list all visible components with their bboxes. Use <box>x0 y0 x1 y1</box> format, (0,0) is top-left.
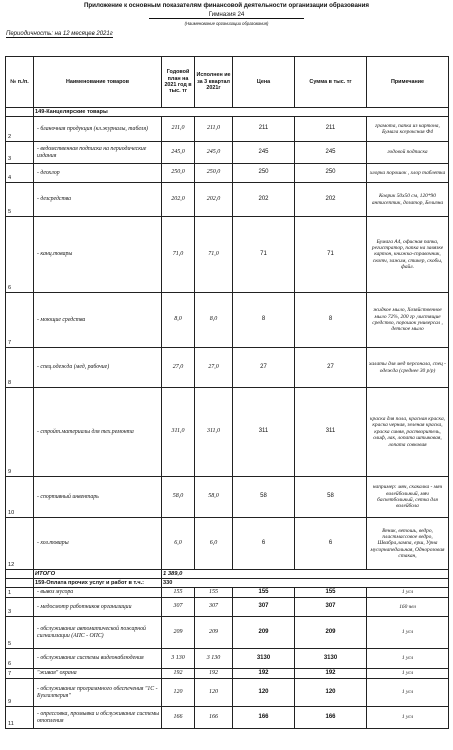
row-number: 9 <box>6 679 34 707</box>
note: 1 усл <box>367 707 449 729</box>
annual-plan: 311,0 <box>162 388 195 477</box>
sum: 8 <box>295 293 367 348</box>
q3-execution: 27,0 <box>195 348 233 388</box>
total-value: 1 389,0 <box>162 570 449 579</box>
table-row <box>6 669 449 679</box>
note: 1 усл <box>367 669 449 679</box>
organization-name: Гимназия 24 <box>0 11 453 18</box>
annual-plan: 27,0 <box>162 348 195 388</box>
note: годовой подписка <box>367 142 449 164</box>
note: Бумага А4, офисная папка, регистратор, папка на завязке картон, книжка-справочник, скотч, зажим, стикер, скобы, файл. <box>367 217 449 293</box>
annual-plan: 245,0 <box>162 142 195 164</box>
expenses-table <box>5 56 449 729</box>
table-row <box>6 518 449 570</box>
annual-plan: 166 <box>162 707 195 729</box>
price: 27 <box>233 348 295 388</box>
annual-plan: 3 130 <box>162 649 195 669</box>
note: 1 усл <box>367 588 449 598</box>
q3-execution: 245,0 <box>195 142 233 164</box>
q3-execution: 71,0 <box>195 217 233 293</box>
row-number: 4 <box>6 164 34 183</box>
col-note-header: Примечание <box>367 57 449 108</box>
item-name: - обслуживание автоматической пожарной сигнализации (АПС - ОПС) <box>34 617 162 649</box>
note: 160 чел <box>367 598 449 617</box>
annual-plan: 209 <box>162 617 195 649</box>
section-149-label: 149-Канцелярские товары <box>34 108 449 117</box>
row-number: 3 <box>6 598 34 617</box>
note: 1 усл <box>367 617 449 649</box>
sum: 192 <box>295 669 367 679</box>
item-name: - вывоз мусора <box>34 588 162 598</box>
period-label: Периодичность: на 12 месяцев 2021г <box>6 31 113 37</box>
annual-plan: 58,0 <box>162 477 195 518</box>
sum: 209 <box>295 617 367 649</box>
q3-execution: 166 <box>195 707 233 729</box>
note: 1 усл <box>367 679 449 707</box>
note: Веник, ветошь, ведро, пластмассовое ведро, Швабра,лампа, ерш, Урна мусорнапедальная, Однорозовая стакан, <box>367 518 449 570</box>
sum: 71 <box>295 217 367 293</box>
col-no-header: № п./п. <box>6 57 34 108</box>
table-row <box>6 477 449 518</box>
item-name: - спортивный инвентарь <box>34 477 162 518</box>
annual-plan: 250,0 <box>162 164 195 183</box>
q3-execution: 3 130 <box>195 649 233 669</box>
col-price-header: Цена <box>233 57 295 108</box>
row-number: 2 <box>6 117 34 142</box>
price: 202 <box>233 183 295 217</box>
sum: 58 <box>295 477 367 518</box>
price: 8 <box>233 293 295 348</box>
table-row <box>6 679 449 707</box>
row-number: 6 <box>6 649 34 669</box>
q3-execution: 120 <box>195 679 233 707</box>
note: халаты для мед персонала, спец - одежда (среднее 30 р/р) <box>367 348 449 388</box>
table-row <box>6 348 449 388</box>
note: хлорка порошок , хлор таблетка <box>367 164 449 183</box>
table-header-row <box>6 57 449 108</box>
item-name: - спец.одежда (мед, рабочие) <box>34 348 162 388</box>
q3-execution: 8,0 <box>195 293 233 348</box>
table-row <box>6 142 449 164</box>
row-number: 7 <box>6 293 34 348</box>
section-159-row <box>6 579 449 588</box>
q3-execution: 209 <box>195 617 233 649</box>
row-number: 3 <box>6 142 34 164</box>
annual-plan: 120 <box>162 679 195 707</box>
q3-execution: 6,0 <box>195 518 233 570</box>
note: Коврик 50х50 см, 120*90 антисептик, дозатор, Белизна <box>367 183 449 217</box>
organization-caption: (Наименование организации образования) <box>184 21 269 26</box>
table-row <box>6 598 449 617</box>
item-name: - дезсредства <box>34 183 162 217</box>
row-number: 12 <box>6 518 34 570</box>
q3-execution: 211,0 <box>195 117 233 142</box>
note: 1 усл <box>367 649 449 669</box>
table-row <box>6 293 449 348</box>
row-number: 1 <box>6 588 34 598</box>
price: 192 <box>233 669 295 679</box>
row-number: 5 <box>6 183 34 217</box>
row-number: 10 <box>6 477 34 518</box>
price: 58 <box>233 477 295 518</box>
table-row <box>6 707 449 729</box>
annual-plan: 211,0 <box>162 117 195 142</box>
total-149-row <box>6 570 449 579</box>
price: 307 <box>233 598 295 617</box>
q3-execution: 202,0 <box>195 183 233 217</box>
price: 250 <box>233 164 295 183</box>
q3-execution: 192 <box>195 669 233 679</box>
item-name: - стройт.материалы для тех.ремонта <box>34 388 162 477</box>
item-name: - хоз.товары <box>34 518 162 570</box>
row-number: 9 <box>6 388 34 477</box>
report-title: Приложение к основным показателям финансовой деятельности организации образования <box>83 2 370 9</box>
price: 311 <box>233 388 295 477</box>
item-name: "живая" охрана <box>34 669 162 679</box>
section-159-value: 330 <box>162 579 449 588</box>
annual-plan: 307 <box>162 598 195 617</box>
sum: 3130 <box>295 649 367 669</box>
item-name: - опрессовка, промывка и обслуживание системы отопления <box>34 707 162 729</box>
annual-plan: 155 <box>162 588 195 598</box>
table-row <box>6 217 449 293</box>
section-159-body <box>6 588 449 729</box>
table-row <box>6 164 449 183</box>
item-name: - ведомственная подписка на периодические издания <box>34 142 162 164</box>
price: 3130 <box>233 649 295 669</box>
sum: 311 <box>295 388 367 477</box>
row-number: 5 <box>6 617 34 649</box>
table-row <box>6 388 449 477</box>
annual-plan: 192 <box>162 669 195 679</box>
row-number: 7 <box>6 669 34 679</box>
row-number: 8 <box>6 348 34 388</box>
total-label: ИТОГО <box>34 570 162 579</box>
q3-execution: 250,0 <box>195 164 233 183</box>
section-159-label: 159-Оплата прочих услуг и работ в т.ч.: <box>34 579 162 588</box>
annual-plan: 202,0 <box>162 183 195 217</box>
sum: 155 <box>295 588 367 598</box>
q3-execution: 155 <box>195 588 233 598</box>
price: 209 <box>233 617 295 649</box>
col-name-header: Наименование товаров <box>34 57 162 108</box>
item-name: - деохлор <box>34 164 162 183</box>
item-name: - канц.товары <box>34 217 162 293</box>
col-sum-header: Сумма в тыс. тг <box>295 57 367 108</box>
table-row <box>6 588 449 598</box>
sum: 166 <box>295 707 367 729</box>
table-row <box>6 117 449 142</box>
item-name: - моющие средства <box>34 293 162 348</box>
section-149-row <box>6 108 449 117</box>
annual-plan: 71,0 <box>162 217 195 293</box>
sum: 202 <box>295 183 367 217</box>
sum: 245 <box>295 142 367 164</box>
item-name: - обслуживание системы видеонаблюдения <box>34 649 162 669</box>
sum: 120 <box>295 679 367 707</box>
sum: 211 <box>295 117 367 142</box>
price: 166 <box>233 707 295 729</box>
item-name: - медосмотр работников организации <box>34 598 162 617</box>
note: грамота, папка из картона, Бумага ксероксная Ф4 <box>367 117 449 142</box>
item-name: - бланочная продукция (кл.журналы, табеля) <box>34 117 162 142</box>
sum: 250 <box>295 164 367 183</box>
sum: 307 <box>295 598 367 617</box>
q3-execution: 307 <box>195 598 233 617</box>
price: 6 <box>233 518 295 570</box>
table-row <box>6 183 449 217</box>
row-number: 11 <box>6 707 34 729</box>
q3-execution: 311,0 <box>195 388 233 477</box>
price: 71 <box>233 217 295 293</box>
sum: 6 <box>295 518 367 570</box>
annual-plan: 6,0 <box>162 518 195 570</box>
note: жидкое мыло, Хозяйственное мыло 72%, 200 гр ,чистящие средство, порошок универсал , детское мыло <box>367 293 449 348</box>
item-name: - обслуживание программного обеспечения "1С - Бухгалтерия" <box>34 679 162 707</box>
col-plan-header: Годовой план на 2021 год в тыс. тг <box>162 57 195 108</box>
price: 155 <box>233 588 295 598</box>
price: 245 <box>233 142 295 164</box>
q3-execution: 58,0 <box>195 477 233 518</box>
sum: 27 <box>295 348 367 388</box>
table-row <box>6 649 449 669</box>
table-row <box>6 617 449 649</box>
price: 120 <box>233 679 295 707</box>
annual-plan: 8,0 <box>162 293 195 348</box>
row-number: 6 <box>6 217 34 293</box>
price: 211 <box>233 117 295 142</box>
col-exec-header: Исполнен ие за 3 квартал 2021г <box>195 57 233 108</box>
section-149-body <box>6 117 449 570</box>
note: например: мяч, скакалка - мяч волейбольный, мяч баскетбольный, сетка для волейбола <box>367 477 449 518</box>
note: краска для пола, красная краска, краска черная, зеленая краска, краска синяя, растворитель, олиф, лак, лопата штыковая, лопата совковая <box>367 388 449 477</box>
